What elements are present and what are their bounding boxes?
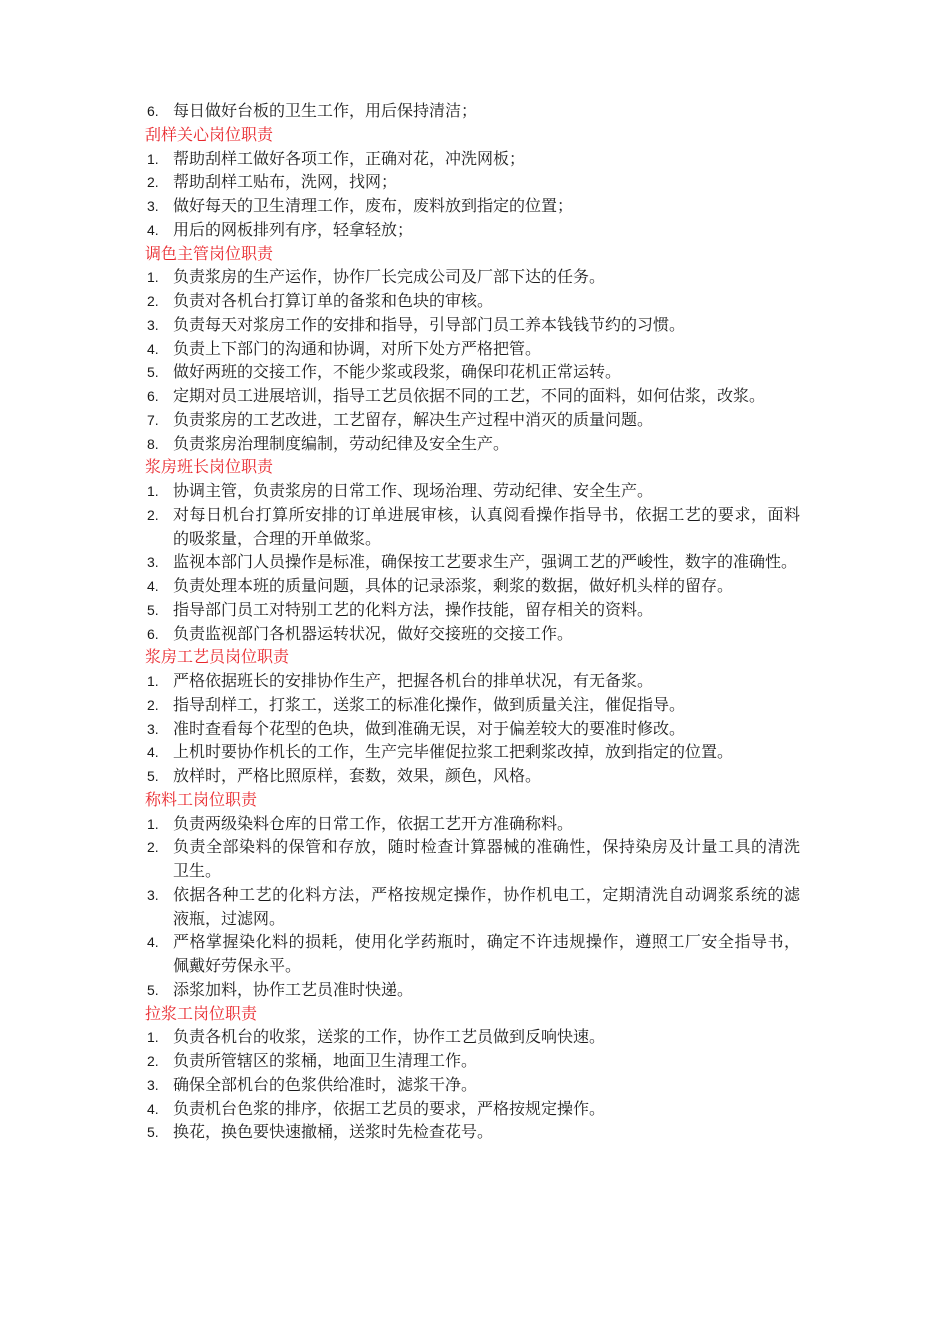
list-item xyxy=(145,433,805,457)
item-number: 5. xyxy=(147,768,159,784)
item-number: 2. xyxy=(147,696,159,713)
item-number: 6. xyxy=(147,103,159,119)
item-number: 8. xyxy=(147,435,159,452)
item-text: 负责浆房的工艺改进，工艺留存，解决生产过程中消灭的质量问题。 xyxy=(173,411,654,429)
item-text: 添浆加料，协作工艺员准时快递。 xyxy=(173,981,414,999)
list-item xyxy=(145,361,805,385)
item-text: 负责浆房的生产运作，协作厂长完成公司及厂部下达的任务。 xyxy=(173,269,606,287)
section-scraper-assistant xyxy=(145,124,805,243)
list-item xyxy=(145,504,805,552)
list-item xyxy=(145,171,805,195)
item-number: 4. xyxy=(147,744,159,761)
item-text: 负责机台色浆的排序，依据工艺员的要求，严格按规定操作。 xyxy=(173,1100,606,1118)
item-text: 换花，换色要快速撤桶，送浆时先检查花号。 xyxy=(173,1124,494,1142)
item-number: 4. xyxy=(147,578,159,594)
item-number: 5. xyxy=(147,981,159,998)
item-number: 5. xyxy=(147,364,159,381)
item-number: 1. xyxy=(147,269,159,286)
item-number: 1. xyxy=(147,673,159,689)
item-number: 3. xyxy=(147,720,159,737)
item-text: 确保全部机台的色浆供给准时，滤浆干净。 xyxy=(173,1076,478,1094)
list-item xyxy=(145,694,805,718)
list-item xyxy=(145,1074,805,1098)
item-text: 每日做好台板的卫生工作，用后保持清洁； xyxy=(173,103,478,120)
item-text: 定期对员工进展培训，指导工艺员依据不同的工艺，不同的面料，如何估浆，改浆。 xyxy=(173,388,766,405)
item-text: 负责对各机台打算订单的备浆和色块的审核。 xyxy=(173,293,494,310)
item-text: 用后的网板排列有序，轻拿轻放； xyxy=(173,221,414,239)
list-item xyxy=(145,884,805,932)
item-text: 做好两班的交接工作，不能少浆或段浆，确保印花机正常运转。 xyxy=(173,364,622,382)
section-heading: 调色主管岗位职责 xyxy=(145,245,274,263)
section-heading: 称料工岗位职责 xyxy=(145,791,258,809)
list-item xyxy=(145,314,805,338)
list-item xyxy=(145,100,805,124)
list-item xyxy=(145,148,805,172)
item-text-continued: 的吸浆量，合理的开单做浆。 xyxy=(173,530,382,548)
item-number: 2. xyxy=(147,293,159,309)
item-text: 帮助刮样工贴布，洗网，找网； xyxy=(173,174,398,192)
item-text: 负责监视部门各机器运转状况，做好交接班的交接工作。 xyxy=(173,625,574,643)
section-paste-puller xyxy=(145,1003,805,1146)
item-number: 1. xyxy=(147,483,159,499)
document-body xyxy=(145,100,805,1145)
item-number: 2. xyxy=(147,1053,159,1069)
item-number: 5. xyxy=(147,601,159,618)
section-heading: 拉浆工岗位职责 xyxy=(145,1005,258,1023)
item-text: 依据各种工艺的化料方法，严格按规定操作，协作机电工，定期清洗自动调浆系统的滤 xyxy=(173,886,800,904)
item-text: 做好每天的卫生清理工作，废布，废料放到指定的位置； xyxy=(173,198,574,215)
item-number: 4. xyxy=(147,1100,159,1117)
item-text: 协调主管，负责浆房的日常工作、现场治理、劳动纪律、安全生产。 xyxy=(173,483,654,500)
list-item xyxy=(145,290,805,314)
list-item xyxy=(145,979,805,1003)
list-item xyxy=(145,623,805,647)
item-text: 负责各机台的收浆，送浆的工作，协作工艺员做到反响快速。 xyxy=(173,1029,606,1047)
item-text: 负责浆房治理制度编制，劳动纪律及安全生产。 xyxy=(173,435,510,453)
item-number: 1. xyxy=(147,1029,159,1046)
list-item xyxy=(145,480,805,504)
item-text-continued: 佩戴好劳保永平。 xyxy=(173,958,302,975)
section-heading: 刮样关心岗位职责 xyxy=(145,126,274,144)
list-item xyxy=(145,765,805,789)
list-item xyxy=(145,266,805,290)
list-item xyxy=(145,409,805,433)
section-paste-room-technician xyxy=(145,646,805,789)
item-number: 3. xyxy=(147,316,159,333)
item-text: 指导部门员工对特别工艺的化料方法，操作技能，留存相关的资料。 xyxy=(173,601,654,619)
item-number: 6. xyxy=(147,625,159,642)
list-item xyxy=(145,385,805,409)
list-item xyxy=(145,1050,805,1074)
list-item xyxy=(145,670,805,694)
list-item xyxy=(145,575,805,599)
section-heading: 浆房工艺员岗位职责 xyxy=(145,649,290,667)
list-item xyxy=(145,741,805,765)
item-text-continued: 液瓶，过滤网。 xyxy=(173,910,286,928)
item-number: 1. xyxy=(147,815,159,832)
item-text: 对每日机台打算所安排的订单进展审核，认真阅看操作指导书，依据工艺的要求，面料 xyxy=(173,506,800,524)
item-number: 3. xyxy=(147,1076,159,1093)
item-number: 4. xyxy=(147,340,159,357)
list-item xyxy=(145,931,805,979)
item-text: 负责全部染料的保管和存放，随时检查计算器械的准确性，保持染房及计量工具的清洗 xyxy=(173,839,800,857)
list-item xyxy=(145,1121,805,1145)
item-number: 4. xyxy=(147,934,159,951)
item-text: 严格掌握染化料的损耗，使用化学药瓶时，确定不许违规操作，遵照工厂安全指导书， xyxy=(173,934,800,952)
item-text: 负责上下部门的沟通和协调，对所下处方严格把管。 xyxy=(173,340,542,358)
item-number: 2. xyxy=(147,839,159,856)
section-paste-room-leader xyxy=(145,456,805,646)
list-item xyxy=(145,836,805,884)
item-number: 2. xyxy=(147,506,159,523)
list-item xyxy=(145,219,805,243)
section-heading: 浆房班长岗位职责 xyxy=(145,459,274,477)
list-item xyxy=(145,338,805,362)
item-number: 1. xyxy=(147,150,159,167)
list-item xyxy=(145,813,805,837)
item-number: 4. xyxy=(147,221,159,238)
section-weigher xyxy=(145,789,805,1003)
item-number: 5. xyxy=(147,1124,159,1141)
item-text-continued: 卫生。 xyxy=(173,863,222,880)
item-text: 帮助刮样工做好各项工作，正确对花，冲洗网板； xyxy=(173,150,526,168)
item-text: 准时查看每个花型的色块，做到准确无误，对于偏差较大的要准时修改。 xyxy=(173,720,686,738)
item-number: 3. xyxy=(147,886,159,903)
list-item xyxy=(145,551,805,575)
item-text: 负责两级染料仓库的日常工作，依据工艺开方准确称料。 xyxy=(173,815,574,833)
item-text: 指导刮样工，打浆工，送浆工的标准化操作，做到质量关注，催促指导。 xyxy=(173,696,686,714)
item-text: 严格依据班长的安排协作生产，把握各机台的排单状况，有无备浆。 xyxy=(173,673,654,690)
list-item xyxy=(145,195,805,219)
item-text: 负责所管辖区的浆桶，地面卫生清理工作。 xyxy=(173,1053,478,1070)
item-text: 监视本部门人员操作是标准，确保按工艺要求生产，强调工艺的严峻性，数字的准确性。 xyxy=(173,554,798,572)
item-text: 放样时，严格比照原样，套数，效果，颜色，风格。 xyxy=(173,768,542,785)
list-item xyxy=(145,718,805,742)
item-text: 上机时要协作机长的工作，生产完毕催促拉浆工把剩浆改掉，放到指定的位置。 xyxy=(173,744,734,762)
list-item xyxy=(145,1098,805,1122)
item-number: 3. xyxy=(147,554,159,571)
item-number: 3. xyxy=(147,198,159,214)
item-number: 2. xyxy=(147,174,159,191)
item-number: 7. xyxy=(147,411,159,428)
item-text: 负责每天对浆房工作的安排和指导，引导部门员工养本钱钱节约的习惯。 xyxy=(173,316,686,334)
list-item xyxy=(145,599,805,623)
list-item xyxy=(145,1026,805,1050)
section-color-supervisor xyxy=(145,243,805,457)
item-text: 负责处理本班的质量问题，具体的记录添浆，剩浆的数据，做好机头样的留存。 xyxy=(173,578,734,595)
item-number: 6. xyxy=(147,388,159,404)
